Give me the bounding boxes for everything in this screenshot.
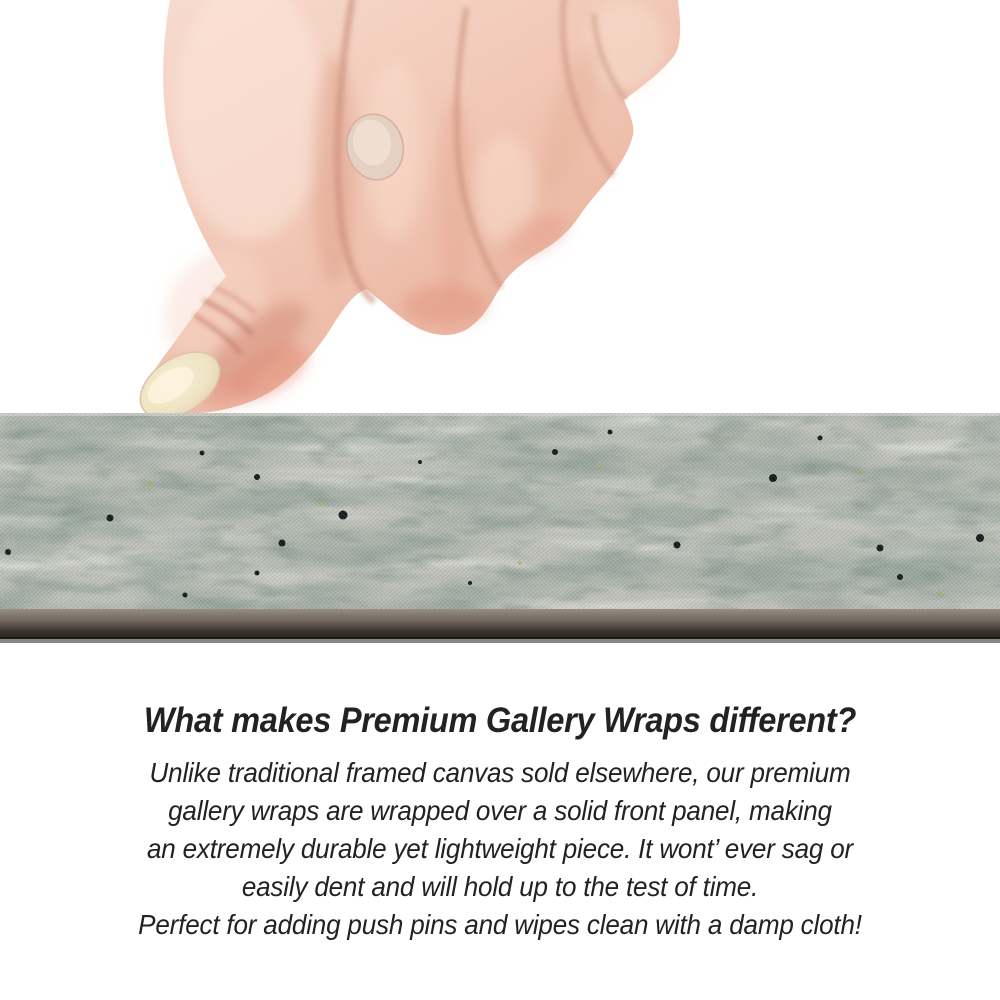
canvas-strip	[0, 413, 1000, 643]
canvas-dark-edge	[0, 609, 1000, 639]
copy-line-4: easily dent and will hold up to the test of time.	[241, 871, 759, 903]
headline: What makes Premium Gallery Wraps different?	[143, 701, 857, 740]
marketing-copy	[35, 701, 965, 944]
copy-line-5: Perfect for adding push pins and wipes clean with a damp cloth!	[138, 909, 862, 941]
copy-line-3: an extremely durable yet lightweight piece. It wont’ ever sag or	[146, 833, 854, 865]
copy-line-2: gallery wraps are wrapped over a solid front panel, making	[168, 795, 832, 827]
hand-illustration	[0, 0, 1000, 440]
hand-photo	[0, 0, 1000, 440]
canvas-texture	[0, 413, 1000, 643]
copy-line-1: Unlike traditional framed canvas sold elsewhere, our premium	[149, 757, 851, 789]
